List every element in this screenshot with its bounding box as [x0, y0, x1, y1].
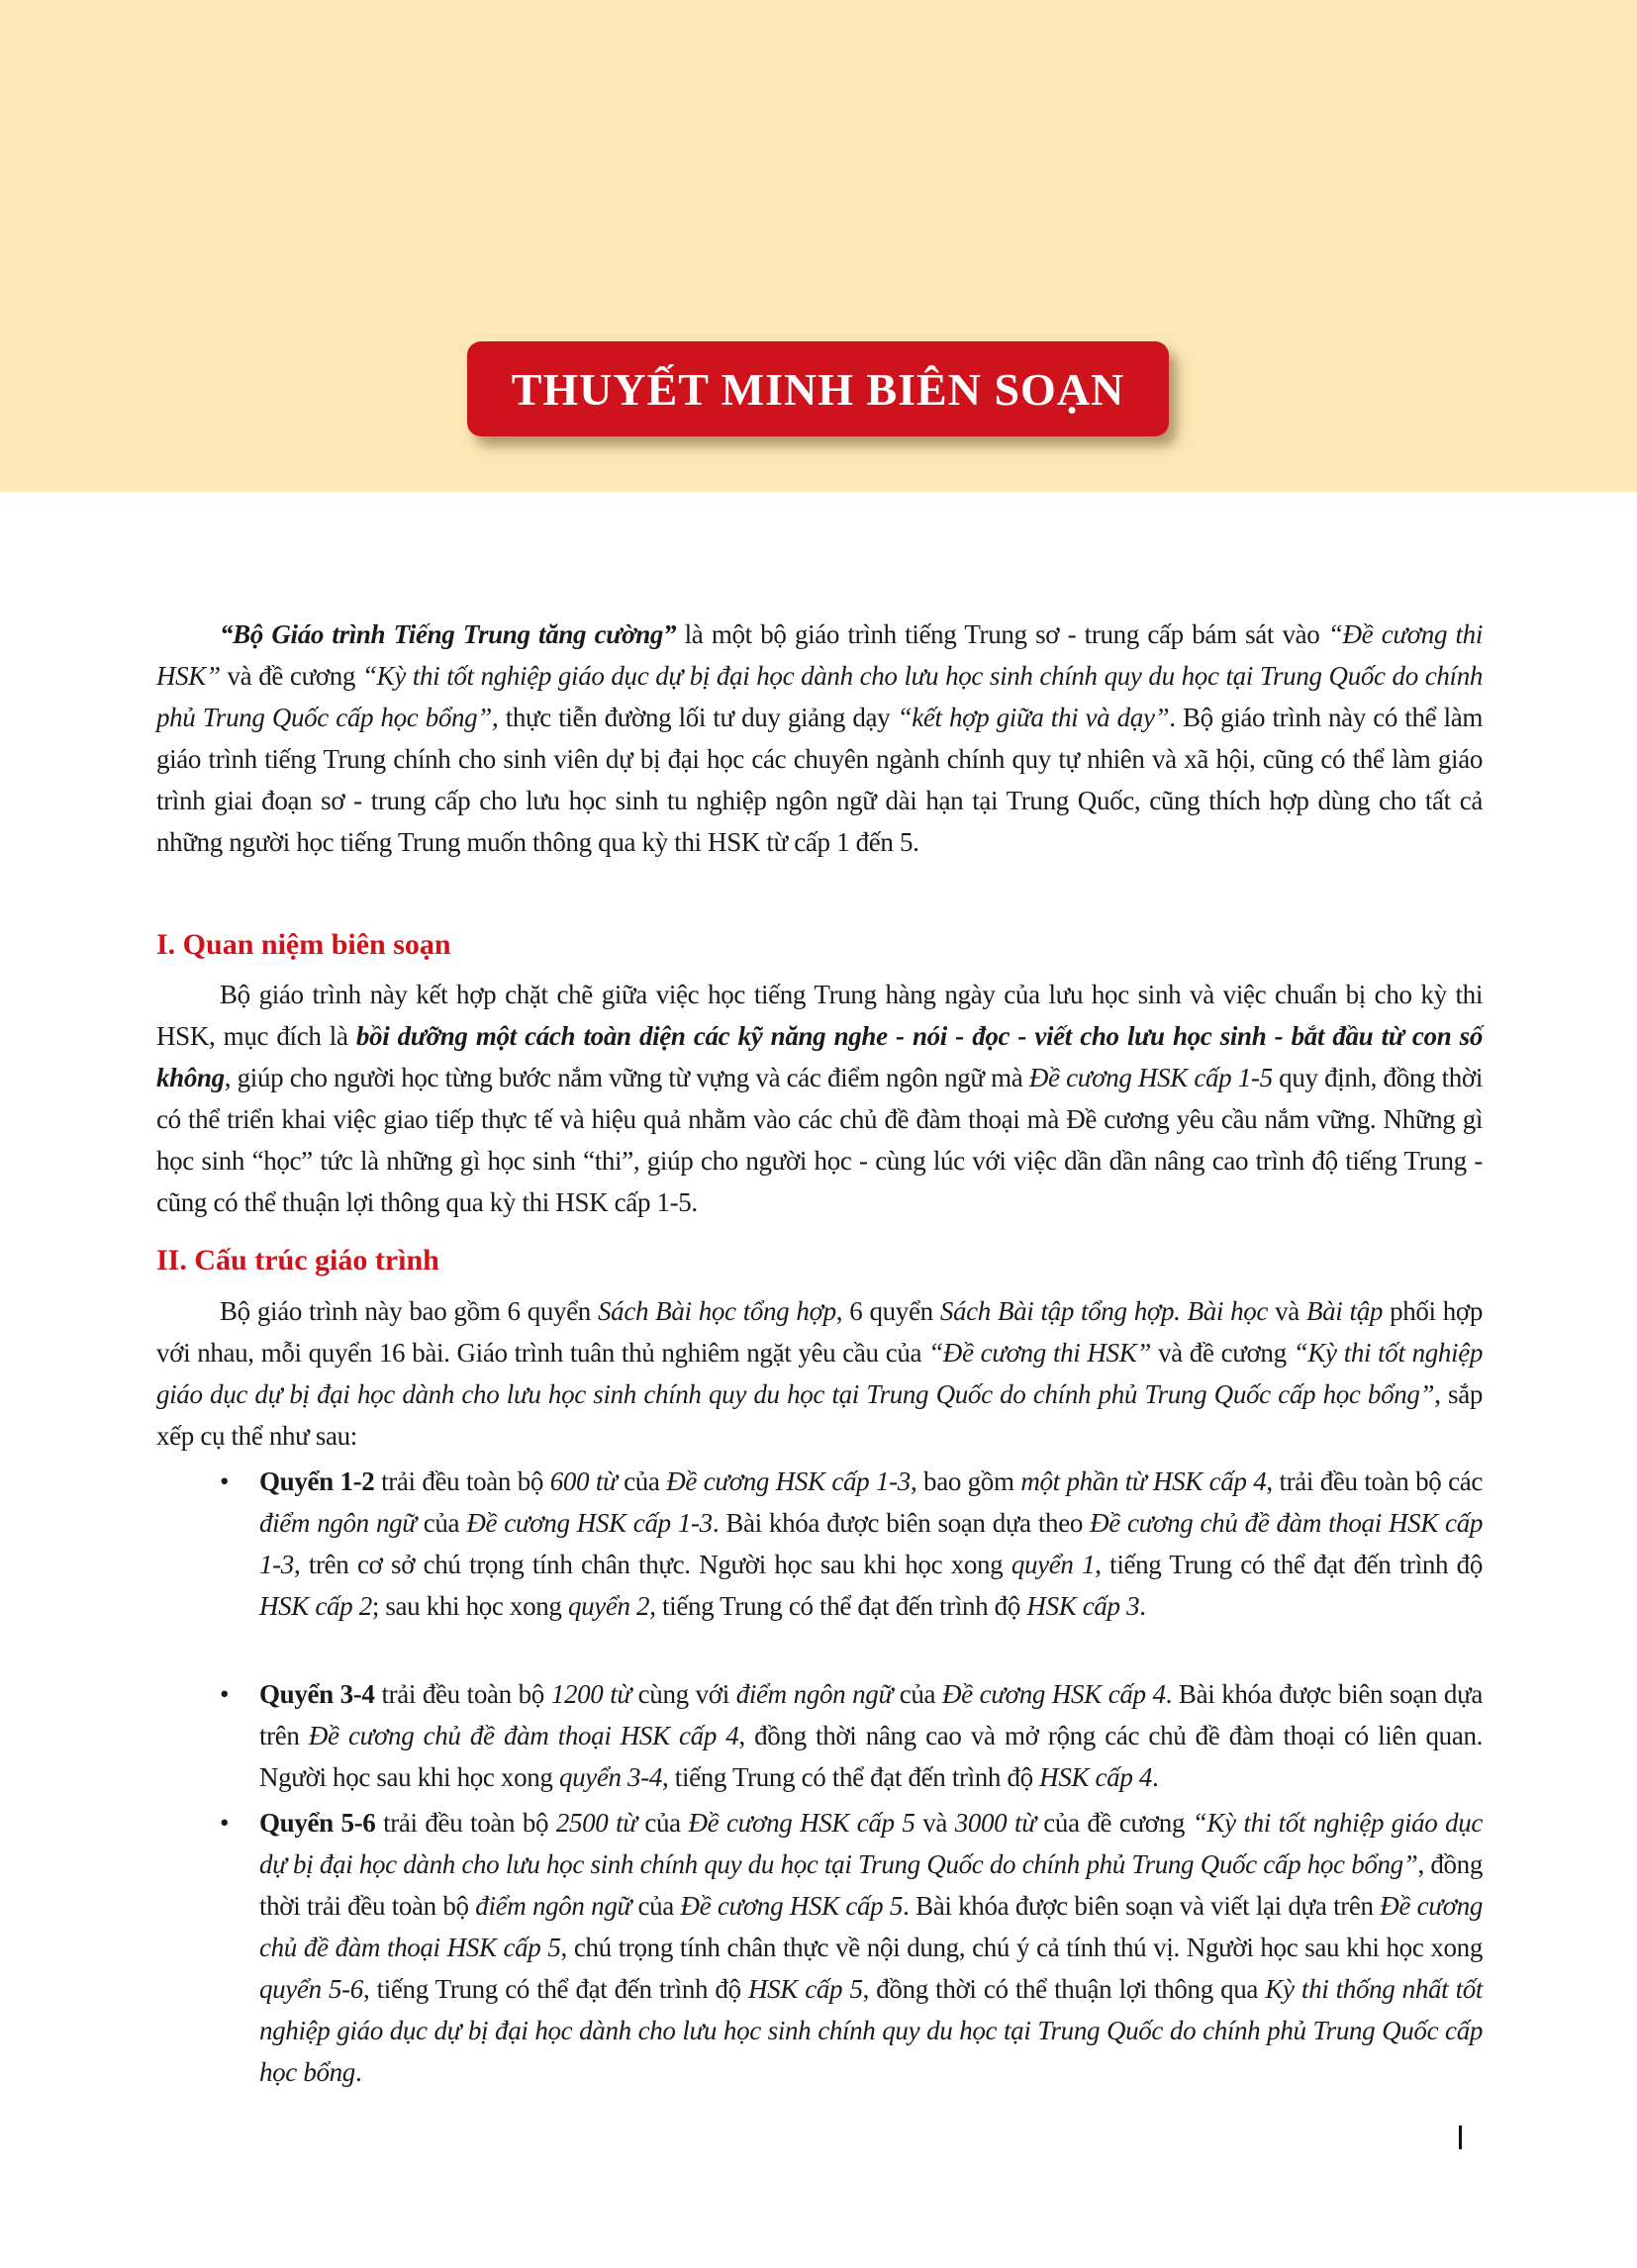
- text-run: “Kỳ thi tốt nghiệp giáo dục dự bị đại học dành cho lưu học sinh chính quy du học tại Trung Quốc do chính phủ Trung Quốc cấp học bổng”: [156, 661, 1483, 732]
- text-run: quyển 5-6: [259, 1974, 363, 2004]
- text-run: “Kỳ thi tốt nghiệp giáo dục dự bị đại học dành cho lưu học sinh chính quy du học tại Trung Quốc do chính phủ Trung Quốc cấp học bổng”: [156, 1338, 1483, 1409]
- text-run: Quyển 3-4: [259, 1679, 375, 1709]
- text-run: 1200 từ: [550, 1679, 631, 1709]
- intro-paragraph: [156, 614, 1483, 863]
- text-run: Đề cương HSK cấp 1-3: [466, 1508, 713, 1538]
- text-run: phối hợp với nhau, mỗi quyển 16 bài. Giáo trình tuân thủ nghiêm ngặt yêu cầu của: [156, 1296, 1483, 1368]
- text-run: trải đều toàn bộ: [374, 1466, 550, 1496]
- text-run: , thực tiễn đường lối tư duy giảng dạy: [491, 703, 898, 732]
- list-item: [220, 1802, 1484, 2093]
- text-run: và đề cương: [220, 661, 362, 691]
- text-run: Đề cương HSK cấp 4: [941, 1679, 1166, 1709]
- text-run: Đề cương chủ đề đàm thoại HSK cấp 1-3: [259, 1508, 1483, 1579]
- text-run: Đề cương chủ đề đàm thoại HSK cấp 5: [259, 1891, 1484, 1962]
- text-run: , đồng thời trải đều toàn bộ: [259, 1849, 1483, 1921]
- title-banner: [467, 341, 1169, 436]
- text-run: một phần từ HSK cấp 4: [1020, 1466, 1267, 1496]
- section-2-paragraph: [156, 1290, 1483, 1457]
- text-run: “Bộ Giáo trình Tiếng Trung tăng cường”: [220, 619, 677, 649]
- text-run: quyển 2: [567, 1591, 650, 1621]
- text-run: Đề cương chủ đề đàm thoại HSK cấp 4: [308, 1721, 739, 1750]
- section-1-paragraph: [156, 974, 1483, 1223]
- bullet-icon: •: [220, 1466, 230, 1496]
- text-run: , đồng thời nâng cao và mở rộng các chủ đề đàm thoại có liên quan. Người học sau khi học xong: [259, 1721, 1484, 1792]
- text-run: quyển 1: [1011, 1550, 1096, 1579]
- text-run: Bộ giáo trình này bao gồm 6 quyển: [220, 1296, 599, 1326]
- text-run: . Bài khóa được biên soạn dựa trên: [259, 1679, 1484, 1750]
- text-run: , tiếng Trung có thể đạt đến trình độ: [362, 1974, 748, 2004]
- section-heading-1: I. Quan niệm biên soạn: [156, 928, 451, 961]
- text-run: cùng với: [630, 1679, 736, 1709]
- text-run: . Bài khóa được biên soạn và viết lại dựa trên: [903, 1891, 1381, 1921]
- bullet-icon: •: [220, 1808, 230, 1838]
- text-run: , giúp cho người học từng bước nắm vững từ vựng và các điểm ngôn ngữ mà: [224, 1063, 1029, 1092]
- bullet-icon: •: [220, 1679, 230, 1709]
- text-run: và: [915, 1808, 955, 1838]
- text-run: , chú trọng tính chân thực về nội dung, chú ý cả tính thú vị. Người học sau khi học xong: [560, 1933, 1483, 1962]
- text-run: điểm ngôn ngữ: [735, 1679, 893, 1709]
- text-run: của: [630, 1891, 681, 1921]
- text-run: “Đề cương thi HSK”: [156, 619, 1483, 691]
- text-run: HSK cấp 5: [748, 1974, 863, 2004]
- text-run: Sách Bài tập tổng hợp. Bài học: [939, 1296, 1269, 1326]
- text-run: , trải đều toàn bộ các: [1266, 1466, 1484, 1496]
- text-run: , tiếng Trung có thể đạt đến trình độ: [662, 1762, 1040, 1792]
- text-run: của: [636, 1808, 689, 1838]
- text-run: “Kỳ thi tốt nghiệp giáo dục dự bị đại học dành cho lưu học sinh chính quy du học tại Trung Quốc do chính phủ Trung Quốc cấp học bổng”: [259, 1808, 1484, 1879]
- text-run: .: [354, 2057, 362, 2087]
- text-run: của: [892, 1679, 942, 1709]
- text-run: “kết hợp giữa thi và dạy”: [897, 703, 1170, 732]
- text-run: HSK cấp 2: [259, 1591, 372, 1621]
- text-run: Kỳ thi thống nhất tốt nghiệp giáo dục dự bị đại học dành cho lưu học sinh chính quy du học tại Trung Quốc do chính phủ Trung Quốc cấp học bổng: [259, 1974, 1484, 2087]
- text-run: Đề cương HSK cấp 1-5: [1028, 1063, 1273, 1092]
- text-run: quy định, đồng thời có thể triển khai việc giao tiếp thực tế và hiệu quả nhằm vào các chủ đề đàm thoại mà Đề cương yêu cầu nắm vững. Những gì học sinh “học” tức là những gì học sinh “thi”, giúp cho người học - cùng lúc với việc dần dần nâng cao trình độ tiếng Trung - cũng có thể thuận lợi thông qua kỳ thi HSK cấp 1-5.: [156, 1063, 1483, 1217]
- text-run: Đề cương HSK cấp 1-3: [666, 1466, 911, 1496]
- text-run: .: [1152, 1762, 1159, 1792]
- section-heading-2: II. Cấu trúc giáo trình: [156, 1244, 439, 1276]
- text-run: Đề cương HSK cấp 5: [680, 1891, 904, 1921]
- text-run: , trên cơ sở chú trọng tính chân thực. Người học sau khi học xong: [293, 1550, 1011, 1579]
- text-run: Bài tập: [1306, 1296, 1383, 1326]
- text-run: , đồng thời có thể thuận lợi thông qua: [862, 1974, 1266, 2004]
- text-run: HSK cấp 3: [1026, 1591, 1140, 1621]
- list-item-text: [259, 1466, 1483, 1621]
- text-run: trải đều toàn bộ: [375, 1808, 556, 1838]
- text-run: . Bộ giáo trình này có thể làm giáo trình tiếng Trung chính cho sinh viên dự bị đại học các chuyên ngành chính quy tự nhiên và xã hội, cũng có thể làm giáo trình giai đoạn sơ - trung cấp cho lưu học sinh tu nghiệp ngôn ngữ dài hạn tại Trung Quốc, cũng thích hợp dùng cho tất cả những người học tiếng Trung muốn thông qua kỳ thi HSK từ cấp 1 đến 5.: [156, 703, 1484, 857]
- list-item-text: [259, 1808, 1483, 2087]
- text-run: . Bài khóa được biên soạn dựa theo: [712, 1508, 1091, 1538]
- text-run: Đề cương HSK cấp 5: [688, 1808, 915, 1838]
- text-run: quyển 3-4: [558, 1762, 662, 1792]
- list-item: [220, 1673, 1484, 1798]
- text-run: điểm ngôn ngữ: [259, 1508, 417, 1538]
- text-run: , tiếng Trung có thể đạt đến trình độ: [649, 1591, 1027, 1621]
- text-run: “Đề cương thi HSK”: [928, 1338, 1152, 1368]
- text-run: , bao gồm: [910, 1466, 1021, 1496]
- text-run: và đề cương: [1151, 1338, 1294, 1368]
- text-run: , sắp xếp cụ thể như sau:: [156, 1379, 1483, 1451]
- text-run: Quyển 5-6: [259, 1808, 376, 1838]
- text-run: bồi dưỡng một cách toàn diện các kỹ năng nghe - nói - đọc - viết cho lưu học sinh - bắt đầu từ con số không: [156, 1021, 1483, 1092]
- text-run: là một bộ giáo trình tiếng Trung sơ - trung cấp bám sát vào: [676, 619, 1328, 649]
- text-run: HSK cấp 4: [1039, 1762, 1153, 1792]
- text-run: của đề cương: [1035, 1808, 1193, 1838]
- text-run: 3000 từ: [954, 1808, 1036, 1838]
- text-run: , 6 quyển: [835, 1296, 940, 1326]
- text-run: 600 từ: [549, 1466, 618, 1496]
- list-item-text: [259, 1679, 1483, 1792]
- text-run: Quyển 1-2: [259, 1466, 375, 1496]
- text-run: của: [416, 1508, 467, 1538]
- text-run: ; sau khi học xong: [371, 1591, 568, 1621]
- list-item: [220, 1461, 1484, 1627]
- page-number: [1459, 2126, 1462, 2149]
- text-run: .: [1139, 1591, 1146, 1621]
- text-run: Bộ giáo trình này kết hợp chặt chẽ giữa việc học tiếng Trung hàng ngày của lưu học sinh và việc chuẩn bị cho kỳ thi HSK, mục đích là: [156, 980, 1483, 1051]
- page-title: THUYẾT MINH BIÊN SOẠN: [511, 363, 1125, 415]
- text-run: và: [1268, 1296, 1307, 1326]
- text-run: Sách Bài học tổng hợp: [598, 1296, 836, 1326]
- text-run: , tiếng Trung có thể đạt đến trình độ: [1095, 1550, 1483, 1579]
- text-run: điểm ngôn ngữ: [475, 1891, 631, 1921]
- text-run: 2500 từ: [555, 1808, 637, 1838]
- text-run: trải đều toàn bộ: [374, 1679, 551, 1709]
- text-run: của: [617, 1466, 667, 1496]
